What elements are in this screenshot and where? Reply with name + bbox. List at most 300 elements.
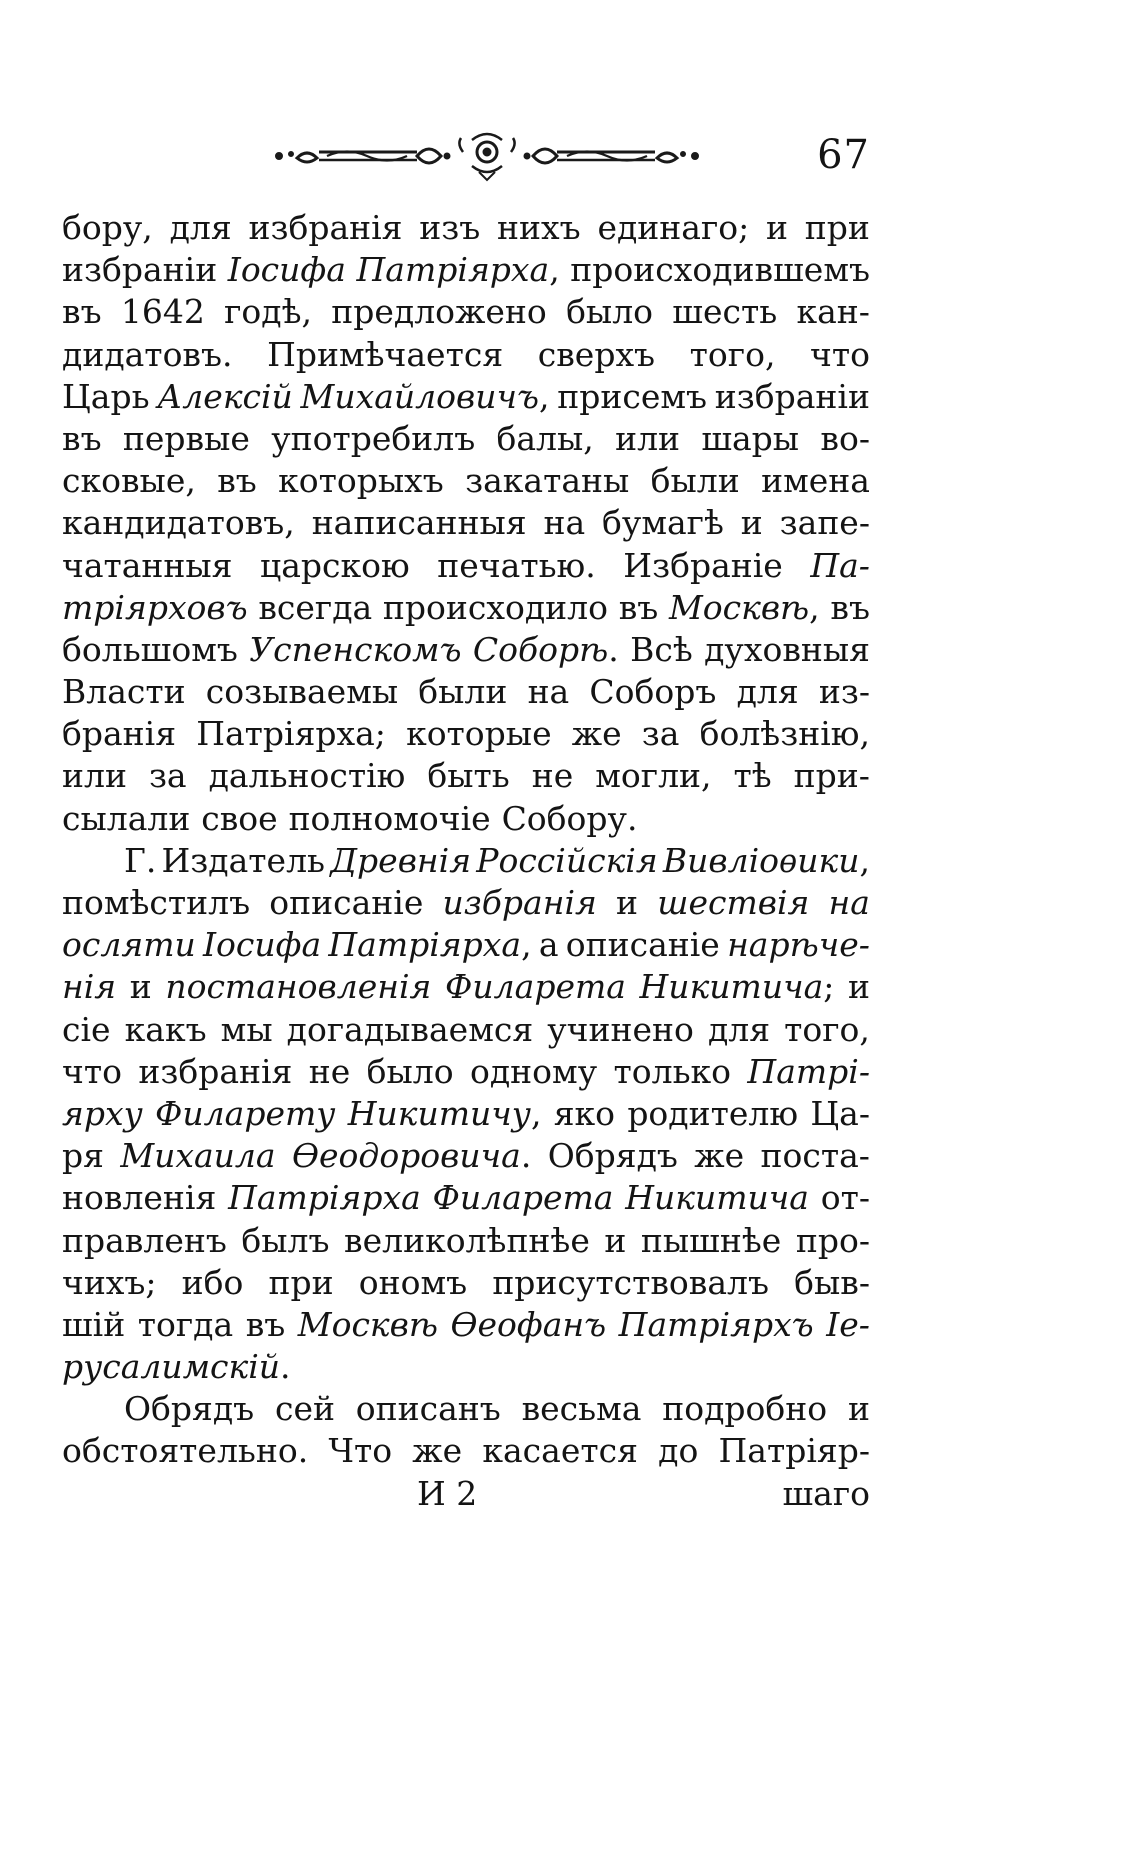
word: происходившемъ <box>570 250 870 290</box>
word: единаго; <box>597 208 750 247</box>
word: кандидатовъ, <box>62 503 295 543</box>
text-line <box>62 966 870 1008</box>
italic-word: Филарета <box>432 1178 614 1218</box>
word: сковые, <box>62 461 196 501</box>
word: из- <box>818 672 870 712</box>
word: Патріярха; <box>196 714 386 754</box>
word-group <box>221 1009 273 1051</box>
word-group <box>196 713 386 755</box>
word: . <box>520 1136 532 1176</box>
word-group <box>848 1388 870 1430</box>
italic-word: Патріярха <box>228 1178 421 1218</box>
text-line <box>62 1262 870 1304</box>
word-group <box>642 713 680 755</box>
word-group <box>62 376 150 418</box>
word: кан- <box>796 292 870 332</box>
word-group <box>547 1009 694 1051</box>
italic-word: Патріярха <box>356 250 550 290</box>
italic-word: Никитича <box>625 1178 809 1218</box>
italic-word: Патрі- <box>747 1051 870 1091</box>
word-group <box>566 291 653 333</box>
word-group <box>249 629 461 671</box>
word-group <box>165 966 431 1008</box>
word-group <box>433 1177 614 1219</box>
word: быв- <box>794 1262 870 1302</box>
word-group <box>651 460 740 502</box>
word-group <box>267 334 503 376</box>
word: сей <box>274 1389 335 1429</box>
word: сіе <box>62 1009 111 1049</box>
text-line <box>62 334 870 376</box>
italic-word: Вивліоѳики <box>662 840 860 880</box>
word: и <box>766 208 789 247</box>
word-group <box>497 418 594 460</box>
word: для <box>169 208 232 247</box>
word: при- <box>793 756 870 796</box>
word-group <box>669 587 820 629</box>
word-group <box>309 1051 351 1093</box>
word-group <box>62 418 102 460</box>
word: от- <box>820 1178 870 1218</box>
word-gap <box>190 798 201 840</box>
word: , <box>539 376 550 416</box>
word-group <box>62 629 238 671</box>
word-group <box>419 207 480 249</box>
word: одному <box>469 1051 598 1091</box>
word-group <box>62 1220 227 1262</box>
word: шій <box>62 1304 126 1344</box>
word: , <box>530 1093 542 1133</box>
word: и <box>848 967 870 1007</box>
word-group <box>201 798 277 840</box>
word-group <box>662 1388 827 1430</box>
word-group <box>62 207 153 249</box>
word-group <box>269 1262 334 1304</box>
word: новленія <box>62 1178 217 1218</box>
word-group <box>538 334 655 376</box>
word: не <box>531 756 574 796</box>
word: избраніи <box>62 250 218 290</box>
word: и <box>740 503 763 543</box>
word-group <box>445 966 626 1008</box>
word-group <box>548 1135 678 1177</box>
word-group <box>359 1262 467 1304</box>
word-group <box>708 1009 770 1051</box>
word: . <box>280 1347 291 1387</box>
italic-word: осляти <box>62 925 196 965</box>
text-line <box>62 1388 870 1430</box>
word-group <box>330 840 471 882</box>
word: въ <box>618 587 659 627</box>
word-group <box>62 1430 308 1472</box>
word: за <box>148 756 187 796</box>
italic-word: Никитича <box>639 967 824 1007</box>
word-group <box>62 1135 104 1177</box>
word-group <box>829 882 870 924</box>
word: подробно <box>662 1389 828 1429</box>
word-group <box>619 1304 814 1346</box>
italic-word: Па- <box>810 545 870 585</box>
word: Обрядъ <box>124 1389 255 1429</box>
word-group <box>554 1093 615 1135</box>
word: которые <box>406 714 552 754</box>
word-group <box>328 1430 392 1472</box>
word-group <box>62 1009 111 1051</box>
word-group <box>701 418 799 460</box>
word: дидатовъ. <box>62 334 233 374</box>
word-group <box>597 207 749 249</box>
word: Обрядъ <box>547 1136 678 1176</box>
word-group <box>532 755 574 797</box>
word-group <box>627 1093 798 1135</box>
word: Царь <box>62 376 150 416</box>
word: употребилъ <box>271 418 476 458</box>
word: что <box>62 1051 122 1091</box>
word-group <box>124 1388 254 1430</box>
word-group <box>62 545 233 587</box>
word-group <box>170 207 232 249</box>
word-group <box>130 966 152 1008</box>
word-group <box>162 840 326 882</box>
word-group <box>794 755 870 797</box>
word: описаніе <box>269 883 424 922</box>
word-group <box>794 1262 870 1304</box>
word: бумагѣ <box>602 503 724 543</box>
word: избранія <box>138 1051 293 1091</box>
word: Всѣ <box>630 629 693 669</box>
word-group <box>830 587 870 629</box>
word: чатанныя <box>62 545 233 585</box>
text-line <box>62 587 870 629</box>
word: же <box>412 1431 463 1471</box>
word: были <box>650 461 740 501</box>
catchword: шаго <box>782 1473 870 1513</box>
word-group <box>539 924 559 966</box>
word-group <box>819 671 870 713</box>
word: про- <box>795 1220 870 1260</box>
word-group <box>727 924 870 966</box>
word: тѣ <box>733 756 772 796</box>
italic-word: Успенскомъ <box>249 629 462 669</box>
italic-word: Іе- <box>826 1304 870 1344</box>
text-line <box>62 291 870 333</box>
text-line <box>62 502 870 544</box>
word-group <box>278 460 444 502</box>
word: только <box>613 1051 732 1091</box>
word: Соборъ <box>589 672 717 712</box>
word: царскою <box>260 545 410 585</box>
decorative-headpiece-icon <box>267 128 707 188</box>
word: закатаны <box>465 461 630 501</box>
word-group <box>228 249 346 291</box>
word: и <box>847 1389 870 1429</box>
text-line <box>62 798 870 840</box>
word-group <box>62 882 250 924</box>
word-group <box>657 882 809 924</box>
word: мы <box>220 1009 273 1049</box>
word-group <box>476 840 657 882</box>
word: великолѣпнѣе <box>344 1220 590 1260</box>
page-number: 67 <box>817 132 870 178</box>
word: всегда <box>258 587 373 627</box>
word-group <box>209 755 406 797</box>
word: во- <box>820 418 870 458</box>
word: предложено <box>331 292 547 332</box>
word-group <box>149 755 187 797</box>
word: бору, <box>62 208 153 247</box>
word-group <box>383 587 608 629</box>
italic-word: Іосифа <box>227 250 346 290</box>
signature-mark: И 2 <box>417 1473 478 1513</box>
word: бранія <box>62 714 177 754</box>
word-group <box>566 924 720 966</box>
word: того, <box>689 334 776 374</box>
word-group <box>62 755 127 797</box>
word: описанъ <box>355 1389 501 1429</box>
word: Издатель <box>161 840 326 880</box>
word-group <box>502 798 638 840</box>
word-group <box>761 1135 870 1177</box>
word-group <box>62 1093 143 1135</box>
italic-word: Ѳеофанъ <box>450 1304 607 1344</box>
word-group <box>492 1262 769 1304</box>
word-group <box>62 1346 291 1388</box>
text-line <box>62 207 870 249</box>
word-group <box>719 1430 870 1472</box>
word-group <box>246 1304 286 1346</box>
word-group <box>228 1177 421 1219</box>
word: болѣзнію, <box>699 714 870 754</box>
word: тогда <box>137 1304 234 1344</box>
word-group <box>630 629 693 671</box>
word-group <box>780 502 870 544</box>
word-group <box>62 966 116 1008</box>
text-line <box>62 713 870 755</box>
italic-word: шествія <box>657 883 810 922</box>
word-group <box>62 249 217 291</box>
word-group <box>450 1304 606 1346</box>
word: первые <box>122 418 250 458</box>
word: и <box>604 1220 627 1260</box>
word-group <box>810 1093 870 1135</box>
word: полномочіе <box>288 798 491 838</box>
word-group <box>784 1009 870 1051</box>
word: Примѣчается <box>267 334 504 374</box>
text-line <box>62 1304 870 1346</box>
word-group <box>62 798 190 840</box>
word-group <box>589 671 716 713</box>
word-group <box>641 1220 781 1262</box>
text-line <box>62 418 870 460</box>
word-group <box>437 545 595 587</box>
word-group <box>470 1051 597 1093</box>
italic-word: нарѣче- <box>727 925 870 965</box>
word-group <box>715 376 870 418</box>
word: могли, <box>595 756 712 796</box>
word: годѣ, <box>224 292 312 332</box>
word-group <box>62 671 186 713</box>
word-group <box>157 376 293 418</box>
word-group <box>482 1430 638 1472</box>
word: учинено <box>547 1009 694 1049</box>
word: не <box>308 1051 351 1091</box>
word-group <box>700 713 870 755</box>
word-group <box>138 1304 233 1346</box>
word: , <box>521 925 532 965</box>
word-group <box>344 1220 590 1262</box>
body-text <box>62 207 870 1515</box>
word: за <box>641 714 680 754</box>
word-group <box>672 291 777 333</box>
word-group <box>848 966 870 1008</box>
word: или <box>62 756 127 796</box>
word-group <box>690 334 776 376</box>
word-group <box>62 460 196 502</box>
text-line <box>62 755 870 797</box>
word: помѣстилъ <box>62 883 251 922</box>
word: сверхъ <box>537 334 656 374</box>
word: сылали <box>62 798 191 838</box>
text-line <box>62 629 870 671</box>
word: Патріяр- <box>718 1431 870 1471</box>
word-group <box>406 713 552 755</box>
word-group <box>298 1304 438 1346</box>
word: касается <box>482 1431 638 1471</box>
text-line <box>62 1177 870 1219</box>
word-group <box>206 671 398 713</box>
word-group <box>821 1177 870 1219</box>
word-group <box>619 587 659 629</box>
word: же <box>571 714 622 754</box>
word-group <box>614 1051 732 1093</box>
word-group <box>658 1430 698 1472</box>
word-group <box>224 291 312 333</box>
word: духовныя <box>704 629 870 669</box>
word-group <box>271 418 475 460</box>
word: для <box>707 1009 771 1049</box>
footer-line <box>62 1473 870 1515</box>
word: происходило <box>382 587 608 627</box>
word-group <box>443 882 597 924</box>
word-group <box>203 924 321 966</box>
word-group <box>663 840 870 882</box>
word: быть <box>427 756 510 796</box>
word: на <box>527 672 570 712</box>
word: въ <box>245 1304 286 1344</box>
word: присутствовалъ <box>492 1262 769 1302</box>
word: было <box>566 292 654 332</box>
word-group <box>810 334 870 376</box>
word-group <box>572 713 622 755</box>
word-group <box>260 545 410 587</box>
word-group <box>289 798 491 840</box>
word-group <box>62 587 248 629</box>
word-group <box>121 291 205 333</box>
word-gap <box>491 798 502 840</box>
word-group <box>615 418 680 460</box>
word-group <box>62 1051 122 1093</box>
word-group <box>734 755 772 797</box>
word: до <box>658 1431 699 1471</box>
italic-word: постановленія <box>165 967 432 1007</box>
word-group <box>217 460 257 502</box>
word: присемъ <box>557 376 708 416</box>
italic-word: Филарета <box>444 967 626 1007</box>
italic-word: Филарету <box>155 1093 336 1133</box>
word: большомъ <box>62 629 238 669</box>
italic-word: Михаила <box>120 1136 276 1176</box>
word-group <box>275 1388 335 1430</box>
text-line <box>62 1346 870 1388</box>
word-group <box>328 924 531 966</box>
word-group <box>543 502 585 544</box>
word: весьма <box>521 1389 642 1429</box>
word-group <box>570 249 870 291</box>
word-group <box>640 966 835 1008</box>
word-group <box>473 629 619 671</box>
italic-word: Россійскія <box>476 840 658 880</box>
word-group <box>604 1220 626 1262</box>
word: какъ <box>124 1009 207 1049</box>
italic-word: Никитичу <box>347 1093 531 1133</box>
word-group <box>241 1220 329 1262</box>
word-group <box>796 1220 870 1262</box>
word: обстоятельно. <box>62 1431 309 1471</box>
word: въ <box>62 418 102 458</box>
italic-word: Москвѣ <box>668 587 810 627</box>
word-gap <box>278 798 289 840</box>
word: или <box>615 418 681 458</box>
word-group <box>595 755 711 797</box>
word: созываемы <box>205 672 399 712</box>
word: избранія <box>248 208 403 247</box>
word-group <box>694 1135 744 1177</box>
word-group <box>348 1093 542 1135</box>
word: пышнѣе <box>640 1220 782 1260</box>
word: ономъ <box>358 1262 468 1302</box>
word-group <box>522 1388 642 1430</box>
italic-word: Патріярха <box>328 925 522 965</box>
word-group <box>465 460 629 502</box>
word: имена <box>761 461 870 501</box>
word: а <box>538 925 559 965</box>
text-line <box>62 671 870 713</box>
word-group <box>766 207 788 249</box>
word-group <box>528 671 570 713</box>
word-group <box>418 671 507 713</box>
italic-word: Ѳеодоровича <box>291 1136 521 1176</box>
word-group <box>125 1009 207 1051</box>
text-line <box>62 924 870 966</box>
word: Собору. <box>501 798 638 838</box>
word-group <box>62 291 102 333</box>
word: Ца- <box>810 1093 870 1133</box>
italic-word: Соборѣ <box>472 629 609 669</box>
word: свое <box>201 798 278 838</box>
word-group <box>62 1304 125 1346</box>
word: печатью. <box>437 545 596 585</box>
italic-word: избранія <box>442 883 597 922</box>
word: дальностію <box>208 756 406 796</box>
text-line <box>62 1430 870 1472</box>
word: и <box>129 967 152 1007</box>
word: запе- <box>779 503 870 543</box>
word-group <box>412 1430 462 1472</box>
italic-word: Древнія <box>330 840 472 880</box>
word: при <box>268 1262 334 1302</box>
italic-word: Алексій <box>157 376 293 416</box>
italic-word: тріярховъ <box>62 587 248 627</box>
